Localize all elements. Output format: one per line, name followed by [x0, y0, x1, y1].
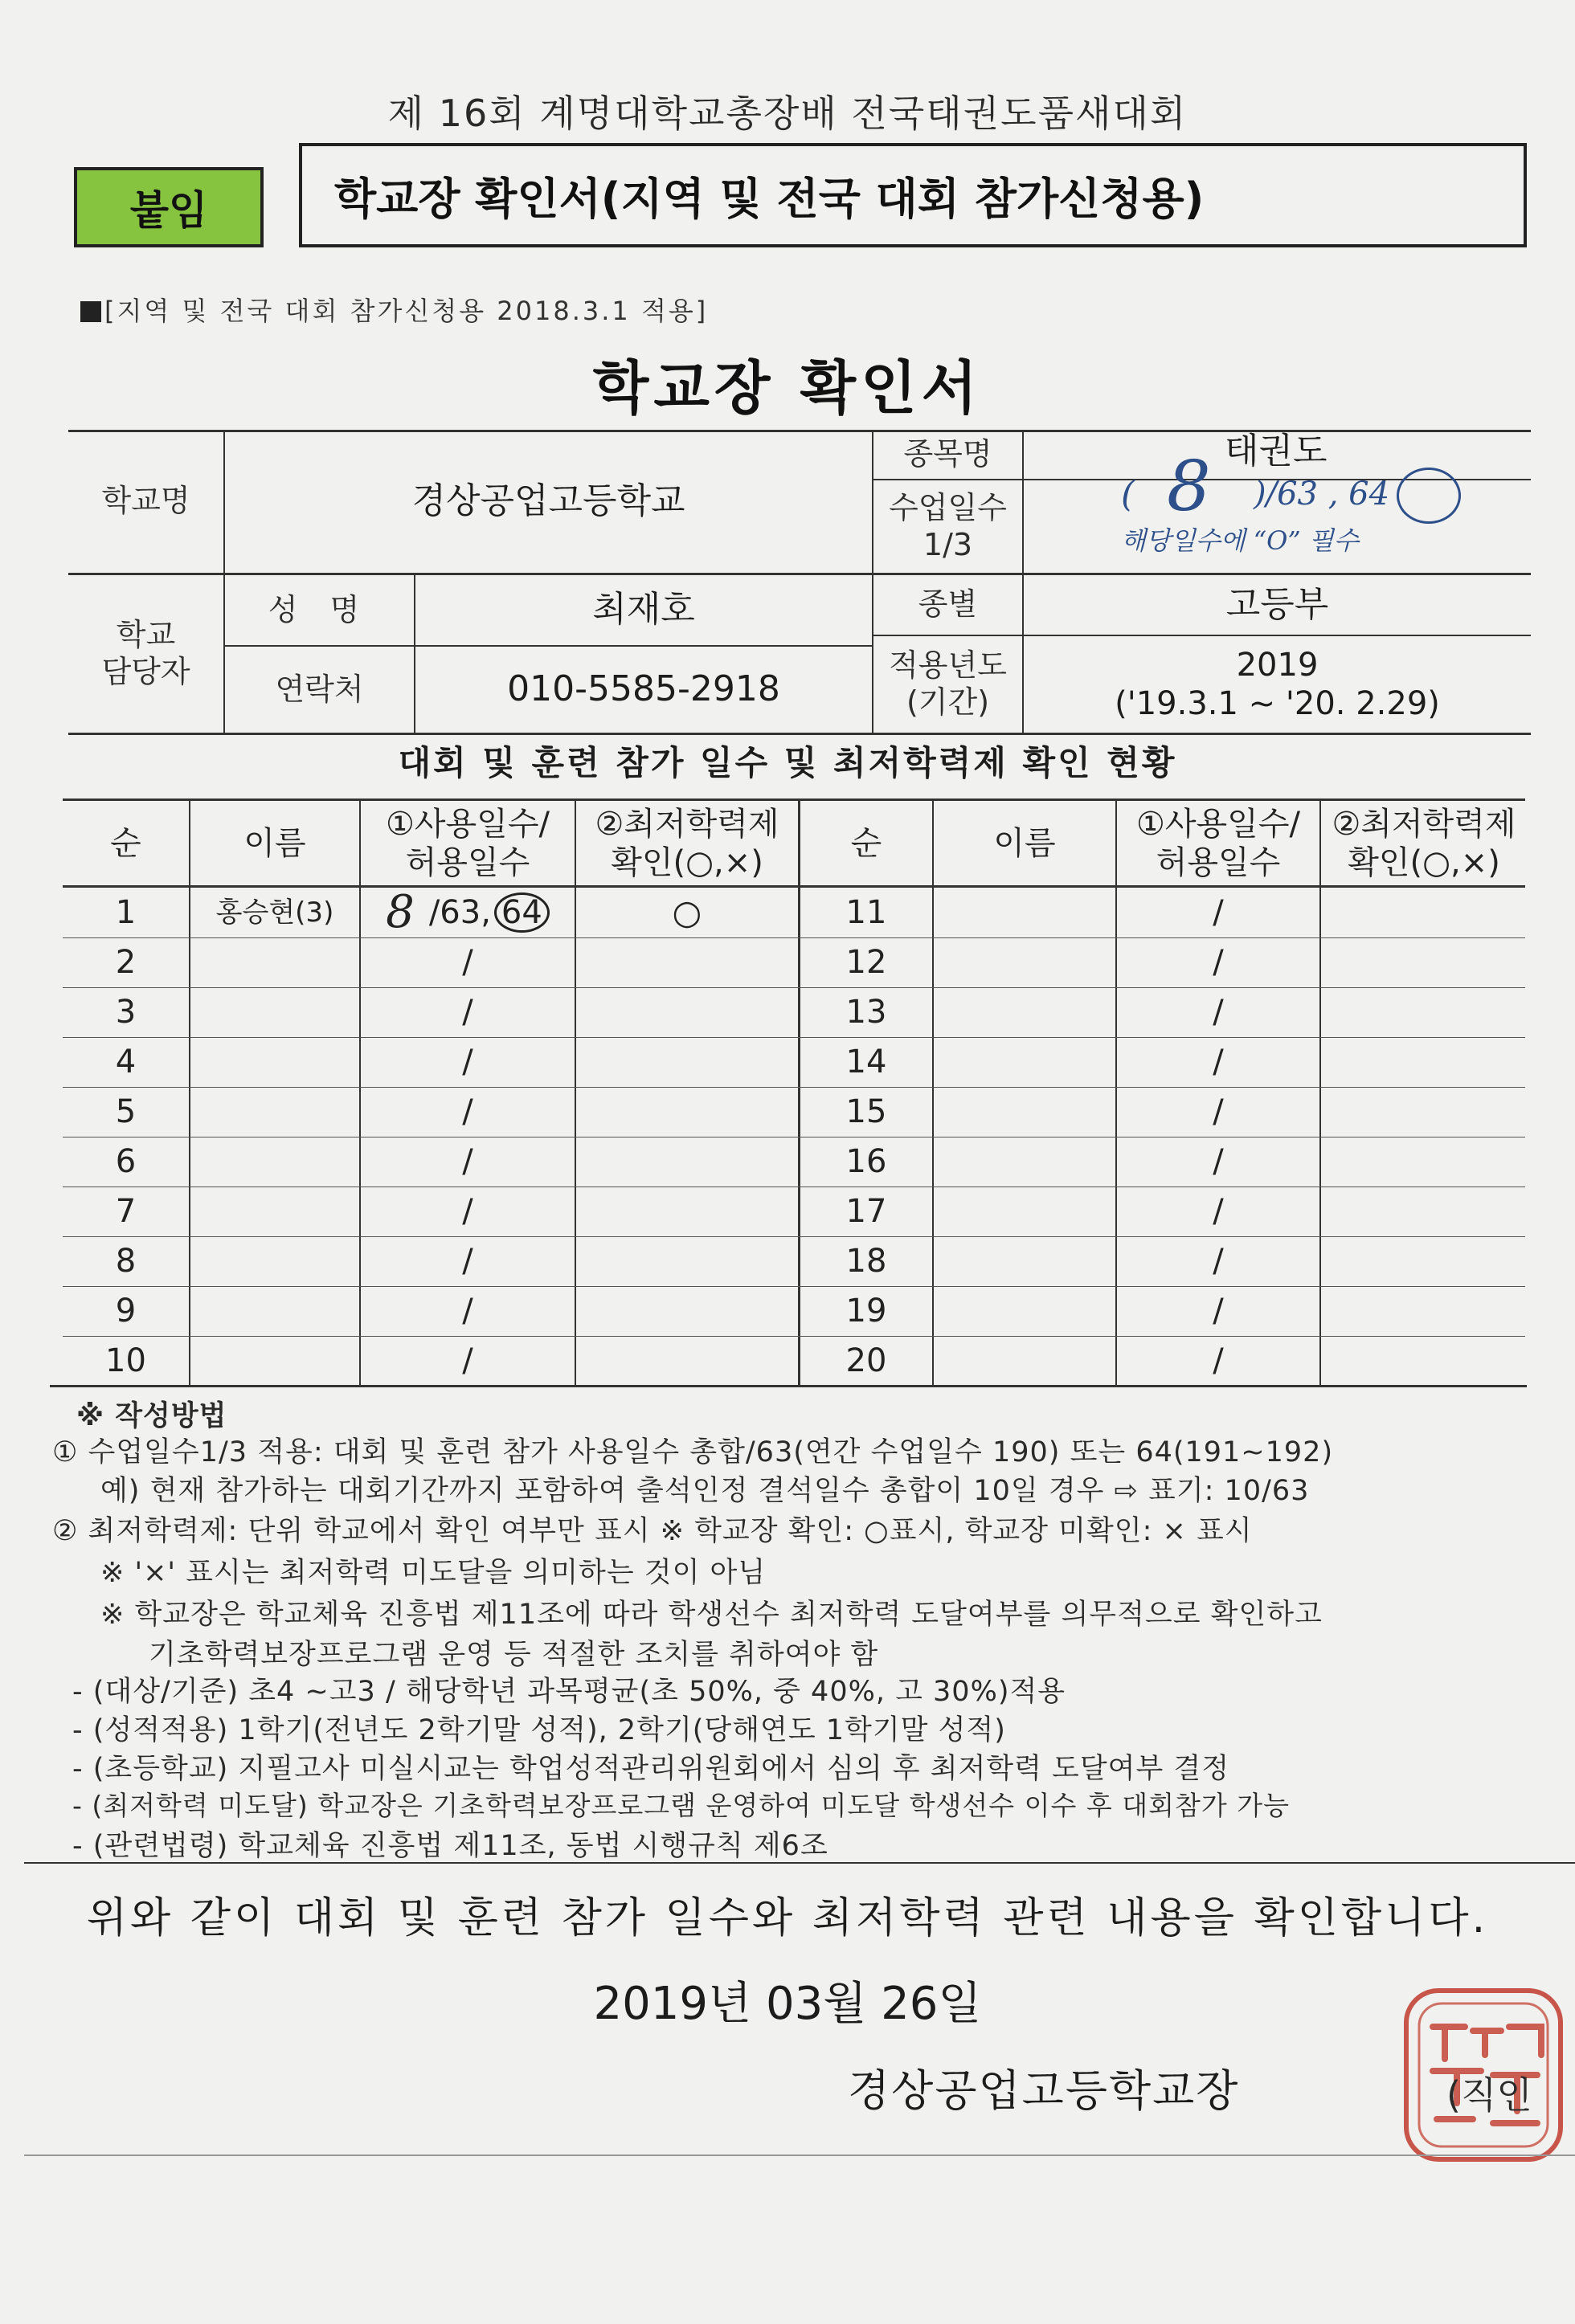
col-used-header-right-line1: ①사용일수/: [1136, 805, 1300, 843]
academic-check: [1321, 1236, 1527, 1286]
event-value: 태권도: [1225, 430, 1328, 472]
days-allowed: /: [1213, 1044, 1224, 1080]
col-no-header: 순: [110, 824, 141, 862]
athlete-name: [190, 1037, 359, 1087]
instruction-item: - (성적적용) 1학기(전년도 2학기말 성적), 2학기(당해연도 1학기말 성적): [72, 1714, 1006, 1746]
days-allowed: /: [1213, 944, 1224, 981]
academic-check: [576, 1087, 798, 1137]
days-allowed: /: [462, 1342, 473, 1379]
days-allowed: /: [1213, 1143, 1224, 1180]
person-name-value: 최재호: [592, 589, 695, 631]
days-allowed: /: [1213, 894, 1224, 931]
school-name-label: 학교명: [101, 483, 190, 519]
row-number: 4: [115, 1044, 137, 1080]
row-number: 15: [845, 1093, 887, 1130]
athlete-name: [190, 1336, 359, 1386]
academic-check: [576, 1037, 798, 1087]
days-allowed: /: [462, 944, 473, 981]
apply-year-label-line1: 적용년도: [889, 647, 1007, 684]
athlete-name: [934, 937, 1115, 987]
col-academic-header-right: [1321, 801, 1527, 885]
col-academic-header-right-line2: 확인(○,×): [1348, 843, 1500, 881]
contact-label-line1: 학교: [116, 617, 176, 653]
apply-year: 2019: [1236, 647, 1319, 684]
days-open-paren: (: [1121, 474, 1135, 515]
apply-year-value: [1024, 636, 1531, 733]
principal-signature-line: 경상공업고등학교장: [848, 2065, 1240, 2116]
row-number: 7: [115, 1193, 137, 1230]
days-allowed: /: [462, 1243, 473, 1280]
athlete-name: [934, 1286, 1115, 1336]
days-allowed: /: [462, 1293, 473, 1329]
col-used-header-right-line2: 허용일수: [1156, 843, 1281, 881]
athlete-name: [934, 888, 1115, 937]
school-days-label-line1: 수업일수: [889, 489, 1007, 525]
phone-value: 010-5585-2918: [507, 668, 780, 710]
instruction-item: ① 수업일수1/3 적용: 대회 및 훈련 참가 사용일수 총합/63(연간 수업일수 190) 또는 64(191~192): [52, 1436, 1334, 1468]
row-number: 13: [845, 994, 887, 1031]
academic-check: [1321, 1087, 1527, 1137]
athlete-name: [934, 1087, 1115, 1137]
athlete-name: [190, 1236, 359, 1286]
instruction-item: ② 최저학력제: 단위 학교에서 확인 여부만 표시 ※ 학교장 확인: ○표시, 학교장 미확인: × 표시: [52, 1515, 1253, 1547]
days-used-cell: [361, 888, 575, 937]
person-name-label: 성 명: [268, 591, 371, 627]
athlete-name: [934, 1187, 1115, 1236]
days-allowed: /: [1213, 1342, 1224, 1379]
school-days-label-line2: 1/3: [922, 526, 973, 562]
days-circle-mark: [1397, 468, 1461, 524]
contest-title: 제 16회 계명대학교총장배 전국태권도품새대회: [387, 92, 1188, 135]
athlete-name: [190, 1187, 359, 1236]
instruction-item: - (초등학교) 지필고사 미실시교는 학업성적관리위원회에서 심의 후 최저학력 도달여부 결정: [72, 1753, 1230, 1785]
days-hint: 해당일수에 “O” 필수: [1121, 525, 1359, 556]
col-used-header-right: [1117, 801, 1319, 885]
academic-check: ○: [672, 892, 702, 932]
col-academic-header: [576, 801, 798, 885]
row-number: 8: [115, 1243, 137, 1280]
row-number: 2: [115, 944, 137, 981]
days-allowed: /: [1213, 1093, 1224, 1130]
days-used-cell: [361, 1137, 575, 1187]
days-allowed: /: [462, 1044, 473, 1080]
instruction-item: - (관련법령) 학교체육 진흥법 제11조, 동법 시행규칙 제6조: [72, 1830, 828, 1862]
contact-label-line2: 담당자: [101, 654, 190, 689]
contact-label: [68, 575, 223, 733]
academic-check: [1321, 1336, 1527, 1386]
col-academic-header-right-line1: ②최저학력제: [1332, 805, 1516, 843]
athlete-name: [934, 1037, 1115, 1087]
athlete-name: [934, 1236, 1115, 1286]
days-used-cell: [361, 1336, 575, 1386]
row-number: 6: [115, 1143, 137, 1180]
event-label: 종목명: [903, 435, 992, 472]
row-number: 1: [115, 894, 137, 931]
days-allowed: /: [1213, 1243, 1224, 1280]
days-used-cell: [361, 937, 575, 987]
academic-check: [576, 987, 798, 1037]
row-number: 17: [845, 1193, 887, 1230]
row-number: 12: [845, 944, 887, 981]
row-number: 5: [115, 1093, 137, 1130]
usage-note: [80, 291, 708, 328]
instruction-item: 기초학력보장프로그램 운영 등 적절한 조치를 취하여야 함: [149, 1639, 879, 1671]
status-subtitle: 대회 및 훈련 참가 일수 및 최저학력제 확인 현황: [398, 743, 1177, 782]
col-used-header: [361, 801, 575, 885]
academic-check: [1321, 987, 1527, 1037]
academic-check: [1321, 888, 1527, 937]
academic-check: [576, 1286, 798, 1336]
days-used-cell: [361, 1087, 575, 1137]
row-number: 9: [115, 1293, 137, 1329]
instruction-item: - (최저학력 미도달) 학교장은 기초학력보장프로그램 운영하여 미도달 학생선수 이수 후 대회참가 가능: [72, 1790, 1291, 1821]
days-allowed: /63,: [428, 894, 491, 931]
days-allowed: /: [1213, 1193, 1224, 1230]
athlete-name: [934, 1336, 1115, 1386]
days-allowed: /: [462, 1193, 473, 1230]
days-allowed: /: [462, 1093, 473, 1130]
days-used-cell: [361, 1236, 575, 1286]
athlete-name: 홍승현(3): [215, 896, 334, 929]
days-allowed: /: [462, 994, 473, 1031]
days-allowed: /: [462, 1143, 473, 1180]
usage-note-text: [지역 및 전국 대회 참가신청용 2018.3.1 적용]: [104, 296, 709, 326]
academic-check: [576, 1336, 798, 1386]
athlete-name: [190, 1137, 359, 1187]
days-used-cell: [361, 1187, 575, 1236]
days-circled-value: 64: [494, 892, 550, 933]
instruction-item: ※ '×' 표시는 최저학력 미도달을 의미하는 것이 아님: [100, 1557, 767, 1589]
days-allowed-value: )/63 , 64: [1254, 476, 1390, 513]
academic-check: [576, 1236, 798, 1286]
apply-period: ('19.3.1 ~ '20. 2.29): [1115, 685, 1440, 722]
athlete-name: [934, 987, 1115, 1037]
instructions-title: ※ 작성방법: [76, 1400, 227, 1432]
row-number: 18: [845, 1243, 887, 1280]
row-number: 3: [115, 994, 137, 1031]
days-allowed: /: [1213, 994, 1224, 1031]
athlete-name: [190, 1286, 359, 1336]
division-label: 종별: [918, 586, 978, 623]
instruction-item: ※ 학교장은 학교체육 진흥법 제11조에 따라 학생선수 최저학력 도달여부를 의무적으로 확인하고: [100, 1599, 1323, 1631]
col-name-header: 이름: [243, 824, 306, 862]
days-used-cell: [361, 1037, 575, 1087]
days-used-cell: [361, 1286, 575, 1336]
athlete-name: [190, 937, 359, 987]
col-academic-header-line1: ②최저학력제: [595, 805, 779, 843]
square-bullet-icon: [80, 301, 101, 322]
academic-check: [1321, 1187, 1527, 1236]
row-number: 14: [845, 1044, 887, 1080]
col-used-header-line1: ①사용일수/: [386, 805, 550, 843]
col-academic-header-line2: 확인(○,×): [611, 843, 763, 881]
apply-year-label-line2: (기간): [906, 684, 990, 720]
instruction-item: 예) 현재 참가하는 대회기간까지 포함하여 출석인정 결석일수 총합이 10일 경우 ⇨ 표기: 10/63: [100, 1475, 1310, 1507]
row-number: 16: [845, 1143, 887, 1180]
col-used-header-line2: 허용일수: [405, 843, 530, 881]
confirmation-statement: 위와 같이 대회 및 훈련 참가 일수와 최저학력 관련 내용을 확인합니다.: [86, 1894, 1489, 1942]
row-number: 11: [845, 894, 887, 931]
row-number: 20: [845, 1342, 887, 1379]
col-name-header-right: 이름: [993, 824, 1056, 862]
days-used-handwritten: 8: [1167, 447, 1211, 527]
school-name-value: 경상공업고등학교: [411, 480, 685, 521]
academic-check: [1321, 1286, 1527, 1336]
athlete-name: [190, 1087, 359, 1137]
apply-year-label: [873, 636, 1022, 733]
academic-check: [1321, 937, 1527, 987]
days-used-cell: [361, 987, 575, 1037]
athlete-name: [934, 1137, 1115, 1187]
form-title: 학교장 확인서(지역 및 전국 대회 참가신청용): [299, 143, 1527, 247]
days-allowed: /: [1213, 1293, 1224, 1329]
confirmation-date: 2019년 03월 26일: [593, 1978, 982, 2030]
seal-label: (직인: [1446, 2073, 1532, 2117]
academic-check: [1321, 1137, 1527, 1187]
academic-check: [576, 1187, 798, 1236]
days-used-handwritten: 8: [386, 886, 415, 939]
row-number: 10: [105, 1342, 146, 1379]
main-title: 학교장 확인서: [592, 354, 983, 422]
col-no-header-right: 순: [850, 824, 882, 862]
phone-label: 연락처: [275, 671, 364, 707]
school-days-label: [873, 480, 1022, 573]
row-number: 19: [845, 1293, 887, 1329]
athlete-name: [190, 987, 359, 1037]
academic-check: [576, 937, 798, 987]
attachment-badge: 붙임: [74, 167, 264, 247]
academic-check: [576, 1137, 798, 1187]
instruction-item: - (대상/기준) 초4 ~고3 / 해당학년 과목평균(초 50%, 중 40%, 고 30%)적용: [72, 1676, 1066, 1708]
division-value: 고등부: [1225, 583, 1329, 625]
academic-check: [1321, 1037, 1527, 1087]
